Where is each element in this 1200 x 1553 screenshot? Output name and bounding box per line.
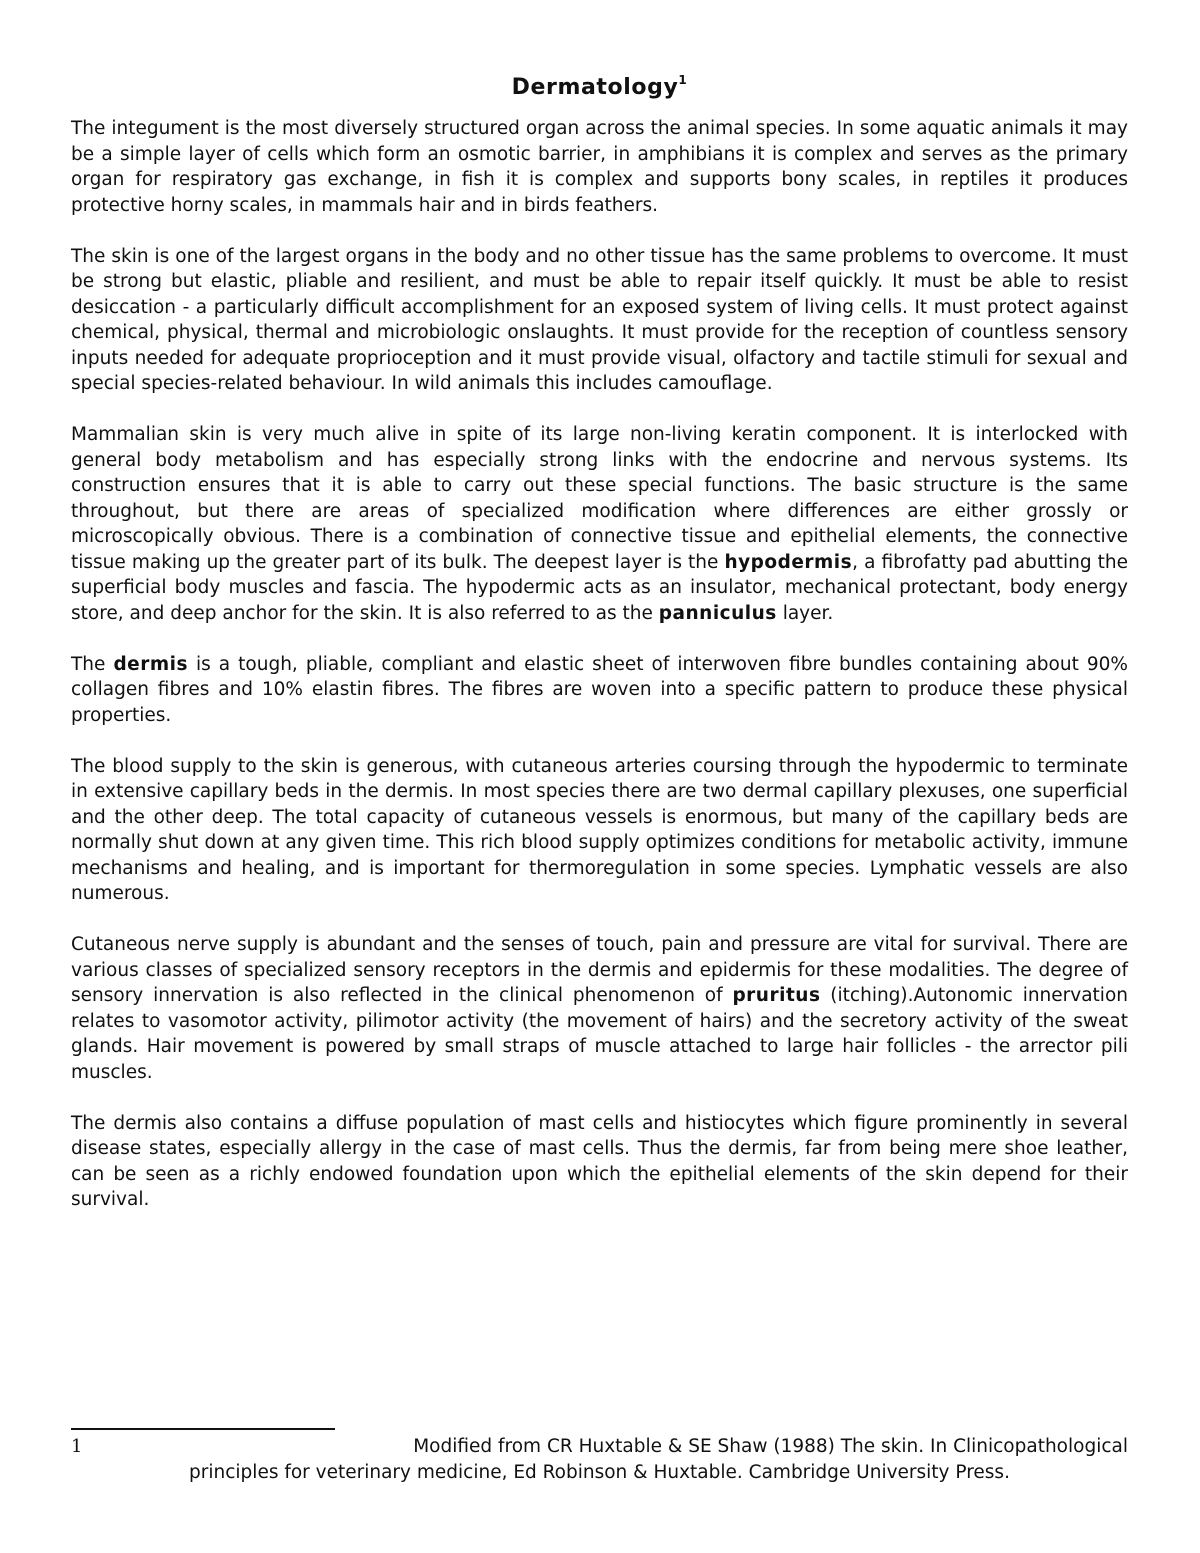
footnote (71, 1434, 1128, 1485)
paragraph-text: layer. (776, 602, 834, 624)
term-dermis: dermis (113, 653, 188, 675)
term-pruritus: pruritus (732, 985, 821, 1006)
paragraph-blood-supply: The blood supply to the skin is generous, with cutaneous arteries coursing through the hypodermic to terminate in extensive capillary beds in the dermis. In most species there are two dermal capillary plexuses, one superficial and the other deep. The total capacity of cutaneous vessels is enormous, but many of the capillary beds are normally shut down at any given time. This rich blood supply optimizes conditions for metabolic activity, immune mechanisms and healing, and is important for thermoregulation in some species. Lymphatic vessels are also numerous. (71, 755, 1128, 904)
footnote-text-line2: principles for veterinary medicine, Ed Robinson & Huxtable. Cambridge University Press. (189, 1461, 1010, 1483)
paragraph-mammalian-skin (71, 422, 1128, 626)
footnote-first-line (71, 1434, 1128, 1460)
paragraph-text: Cutaneous nerve supply is abundant and the senses of touch, pain and pressure are vital for survival. There are various classes of specialized sensory receptors in the dermis and epidermis for these modalities. The degree of sensory innervation is also reflected in the clinical phenomenon of (71, 934, 1128, 1006)
term-panniculus: panniculus (658, 602, 777, 624)
paragraph-text: The (71, 653, 114, 675)
footnote-number: 1 (71, 1436, 83, 1457)
footnote-separator (71, 1428, 335, 1430)
title-footnote-ref[interactable]: 1 (678, 73, 688, 87)
paragraph-text: , a fibrofatty pad abutting the superficial body muscles and fascia. The hypodermic acts as an insulator, mechanical protectant, body energy store, and deep anchor for the skin. It is also referred to as the (71, 551, 1128, 624)
paragraph-nerve-supply (71, 932, 1128, 1085)
paragraph-skin-organ: The skin is one of the largest organs in the body and no other tissue has the same problems to overcome. It must be strong but elastic, pliable and resilient, and must be able to repair itself quickly. It must be able to resist desiccation - a particularly difficult accomplishment for an exposed system of living cells. It must protect against chemical, physical, thermal and microbiologic onslaughts. It must provide for the reception of countless sensory inputs needed for adequate proprioception and it must provide visual, olfactory and tactile stimuli for sexual and special species-related behaviour. In wild animals this includes camouflage. (71, 245, 1128, 394)
page-title (71, 70, 1128, 106)
footnote-text-line1: Modified from CR Huxtable & SE Shaw (1988) The skin. In Clinicopathological (413, 1436, 1128, 1457)
term-hypodermis: hypodermis (724, 551, 853, 573)
document-page (71, 70, 1128, 1238)
paragraph-dermis (71, 652, 1128, 729)
title-text: Dermatology (511, 75, 679, 100)
paragraph-text: Mammalian skin is very much alive in spite of its large non-living keratin component. It is interlocked with general body metabolism and has especially strong links with the endocrine and nervous systems. Its construction ensures that it is able to carry out these special functions. The basic structure is the same throughout, but there are areas of specialized modification where differences are either grossly or microscopically obvious. There is a combination of connective tissue and epithelial elements, the connective tissue making up the greater part of its bulk. The deepest layer is the (71, 424, 1128, 573)
paragraph-mast-cells: The dermis also contains a diffuse population of mast cells and histiocytes which figure prominently in several disease states, especially allergy in the case of mast cells. Thus the dermis, far from being mere shoe leather, can be seen as a richly endowed foundation upon which the epithelial elements of the skin depend for their survival. (71, 1112, 1128, 1210)
paragraph-integument: The integument is the most diversely structured organ across the animal species. In some aquatic animals it may be a simple layer of cells which form an osmotic barrier, in amphibians it is complex and serves as the primary organ for respiratory gas exchange, in fish it is complex and supports bony scales, in reptiles it produces protective horny scales, in mammals hair and in birds feathers. (71, 118, 1128, 216)
paragraph-text: (itching).Autonomic innervation relates to vasomotor activity, pilimotor activity (the movement of hairs) and the secretory activity of the sweat glands. Hair movement is powered by small straps of muscle attached to large hair follicles - the arrector pili muscles. (71, 985, 1128, 1083)
paragraph-text: is a tough, pliable, compliant and elastic sheet of interwoven fibre bundles containing about 90% collagen fibres and 10% elastin fibres. The fibres are woven into a specific pattern to produce these physical properties. (71, 653, 1128, 726)
